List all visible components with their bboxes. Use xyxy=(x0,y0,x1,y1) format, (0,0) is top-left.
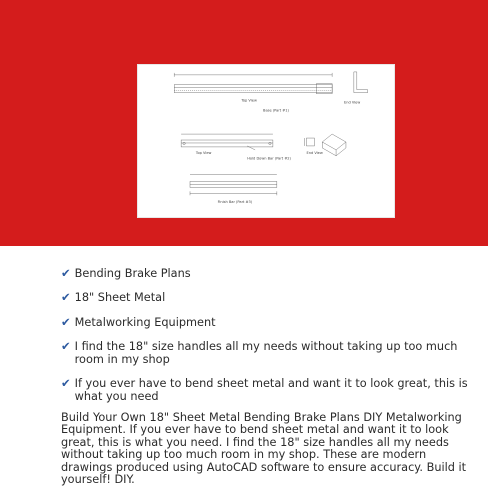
feature-item-metalworking-equipment xyxy=(61,316,476,329)
checkmark-icon: ✔ xyxy=(61,339,71,353)
feature-item-bending-brake-plans xyxy=(61,267,476,280)
checkmark-icon: ✔ xyxy=(61,266,71,280)
label-end-view-1: End View xyxy=(343,100,361,105)
feature-text: Metalworking Equipment xyxy=(74,316,216,329)
label-top-view-2: Top View xyxy=(195,150,212,155)
checkmark-icon: ✔ xyxy=(61,290,71,304)
product-description: Build Your Own 18" Sheet Metal Bending Brake Plans DIY Metalworking Equipment. If you ever have to bend sheet metal and want it to look great, this is what you need. I find the 18" size handles all my needs without taking up too much room in my shop. These are modern drawings produced using AutoCAD software to ensure accuracy. Build it yourself! DIY. xyxy=(61,411,467,486)
drawing-svg xyxy=(138,65,394,217)
feature-item-size xyxy=(61,340,476,366)
feature-text: 18" Sheet Metal xyxy=(74,291,166,304)
checkmark-icon: ✔ xyxy=(61,376,71,390)
checkmark-icon: ✔ xyxy=(61,315,71,329)
label-end-view-2: End View xyxy=(306,150,323,155)
label-base-part: Base (Part #1) xyxy=(263,108,289,113)
feature-text: Bending Brake Plans xyxy=(74,267,191,280)
feature-text: If you ever have to bend sheet metal and want it to look great, this is what you need xyxy=(74,377,468,403)
label-hold-down-bar: Hold Down Bar (Part #2) xyxy=(247,156,291,161)
feature-text: I find the 18" size handles all my needs without taking up too much room in my shop xyxy=(74,340,458,366)
label-top-view-1: Top View xyxy=(241,98,257,103)
technical-drawing-image[interactable] xyxy=(137,64,395,218)
feature-item-sheet-metal xyxy=(61,291,476,304)
label-finish-bar: Finish Bar (Part #3) xyxy=(217,200,253,205)
feature-item-bend-metal xyxy=(61,377,476,403)
